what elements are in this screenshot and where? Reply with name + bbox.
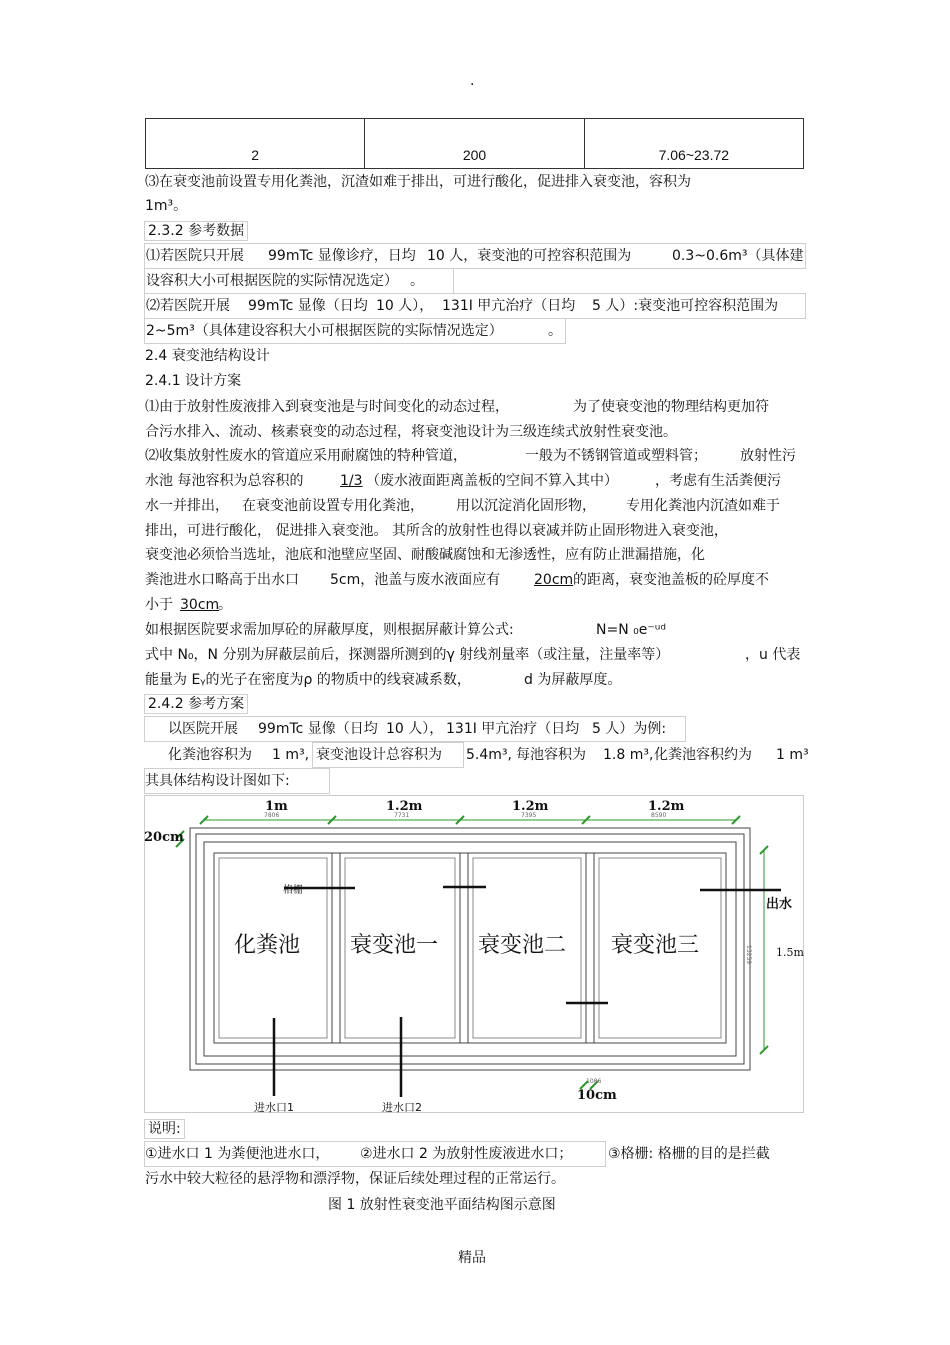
s232-p1a: ⑴若医院只开展 xyxy=(146,248,244,264)
section-241-title: 2.4.1 设计方案 xyxy=(145,373,242,389)
s241-l8b: 5cm，池盖与废水液面应有 xyxy=(330,572,501,588)
chamber-label: 衰变池三 xyxy=(611,933,700,958)
chamber-label: 衰变池一 xyxy=(350,933,439,958)
dim-small: 7731 xyxy=(394,812,410,819)
para-3-line2: 1m³。 xyxy=(145,198,188,214)
s232-p1b: 99mTc 显像诊疗，日均 xyxy=(268,248,416,264)
s241-l5a: 水一并排出， xyxy=(145,498,229,514)
s241-l4d: ，考虑有生活粪便污 xyxy=(655,473,781,489)
s241-l3a: ⑵收集放射性废水的管道应采用耐腐蚀的特种管道， xyxy=(145,448,467,464)
dim-small: 7395 xyxy=(521,812,537,819)
s242-l3: 其具体结构设计图如下: xyxy=(145,773,290,789)
page-footer: 精品 xyxy=(458,1250,486,1266)
s232-p2f: 2~5m³（具体建设容积大小可根据医院的实际情况选定） xyxy=(146,323,503,339)
table-cell: 2 xyxy=(146,119,365,169)
bottom-dim-label: 10cm xyxy=(577,1088,617,1103)
table-cell: 7.06~23.72 xyxy=(584,119,803,169)
section-232-title: 2.3.2 参考数据 xyxy=(144,221,248,241)
partition xyxy=(332,853,340,1043)
s242-l1e: 5 人）为例: xyxy=(592,721,667,737)
s242-l1b: 99mTc 显像（日均 xyxy=(258,721,378,737)
s232-p2e: 5 人）:衰变池可控容积范围为 xyxy=(592,298,779,314)
grille-label: 格栅 xyxy=(283,885,303,896)
formula: N=N ₀e⁻ᵘᵈ xyxy=(596,622,667,638)
wall-thickness-label: 20cm xyxy=(144,830,184,845)
s232-p2g: 。 xyxy=(548,323,562,339)
dim-small: 7806 xyxy=(264,812,280,819)
s241-l7: 衰变池必须恰当选址，池底和池壁应坚固、耐酸碱腐蚀和无渗透性，应有防止泄漏措施，化 xyxy=(145,547,705,563)
s241-l5c: 用以沉淀消化固形物， xyxy=(456,498,596,514)
data-table xyxy=(145,118,804,169)
header-dot: · xyxy=(470,77,475,93)
s241-l10a: 如根据医院要求需加厚砼的屏蔽厚度，则根据屏蔽计算公式: xyxy=(145,622,514,638)
s242-l2f: 1.8 m³, xyxy=(603,747,654,763)
notes-title: 说明: xyxy=(144,1119,185,1139)
s241-l8d: 的距离，衰变池盖板的砼厚度不 xyxy=(573,572,769,588)
notes-l1c: ③格栅: 格栅的目的是拦截 xyxy=(608,1146,770,1162)
s241-l11b: ，u 代表 xyxy=(745,647,801,663)
chamber-label: 化粪池 xyxy=(234,933,301,958)
s241-l9c: 。 xyxy=(218,597,232,613)
s241-l1a: ⑴由于放射性废液排入到衰变池是与时间变化的动态过程， xyxy=(145,399,509,415)
partition xyxy=(586,853,594,1043)
s242-l1c: 10 人）， xyxy=(386,721,444,737)
s232-p2b: 99mTc 显像（日均 xyxy=(248,298,368,314)
notes-l1b: ②进水口 2 为放射性废液进水口； xyxy=(360,1146,573,1162)
s242-l2g: 化粪池容积约为 xyxy=(654,747,752,763)
s241-l2: 合污水排入、流动、核素衰变的动态过程，将衰变池设计为三级连续式放射性衰变池。 xyxy=(145,424,677,440)
s232-p1e: 设容积大小可根据医院的实际情况选定） xyxy=(146,273,398,289)
dim-label-1-2m: 1.2m xyxy=(648,799,685,814)
chamber-label: 衰变池二 xyxy=(478,933,567,958)
dim-label-1m: 1m xyxy=(265,799,288,814)
s241-l5b: 在衰变池前设置专用化粪池， xyxy=(242,498,424,514)
inlet-2-label: 进水口2 xyxy=(382,1101,422,1114)
table-cell: 200 xyxy=(365,119,584,169)
outlet-label: 出水 xyxy=(766,897,793,912)
s241-l6: 排出，可进行酸化， 促进排入衰变池。 其所含的放射性也得以衰减并防止固形物进入衰变池， xyxy=(145,523,728,539)
s241-l11a: 式中 N₀，N 分别为屏蔽层前后，探测器所测到的γ 射线剂量率（或注量，注量率等） xyxy=(145,647,670,663)
para-3-line1: ⑶在衰变池前设置专用化粪池，沉渣如难于排出，可进行酸化，促进排入衰变池，容积为 xyxy=(145,174,691,190)
height-label: 1.5m xyxy=(776,946,804,959)
s241-l4a: 水池 每池容积为总容积的 xyxy=(145,473,304,489)
s242-l1a: 以医院开展 xyxy=(168,721,238,737)
s232-p1d: 0.3~0.6m³（具体建 xyxy=(672,248,804,264)
height-small: 13259 xyxy=(745,945,752,965)
notes-l1a: ①进水口 1 为粪便池进水口， xyxy=(145,1146,330,1162)
notes-l2: 污水中较大粒径的悬浮物和漂浮物，保证后续处理过程的正常运行。 xyxy=(145,1171,565,1187)
s241-l12b: d 为屏蔽厚度。 xyxy=(524,672,622,688)
inlet-1-label: 进水口1 xyxy=(254,1101,294,1114)
s242-l2d: 5.4m³, xyxy=(466,747,512,763)
s241-l3b: 一般为不锈钢管道或塑料管； xyxy=(525,448,707,464)
section-24-title: 2.4 衰变池结构设计 xyxy=(145,348,270,364)
partition xyxy=(460,853,468,1043)
s232-p1f: 。 xyxy=(410,273,424,289)
s232-p2a: ⑵若医院开展 xyxy=(146,298,230,314)
s241-l4c: （废水液面距离盖板的空间不算入其中） xyxy=(366,473,618,489)
s232-p2d: 131I 甲亢治疗（日均 xyxy=(442,298,576,314)
s232-p1c: 10 人，衰变池的可控容积范围为 xyxy=(427,248,632,264)
figure-caption: 图 1 放射性衰变池平面结构图示意图 xyxy=(328,1197,556,1213)
dim-small: 8590 xyxy=(651,812,667,819)
bottom-dim-small: 1086 xyxy=(586,1078,602,1085)
s241-l3c: 放射性污 xyxy=(740,448,796,464)
dim-label-1-2m: 1.2m xyxy=(386,799,423,814)
s241-l1b: 为了使衰变池的物理结构更加符 xyxy=(573,399,769,415)
s242-l2b: 1 m³, xyxy=(272,747,310,763)
s242-l2e: 每池容积为 xyxy=(516,747,586,763)
s232-p2c: 10 人）， xyxy=(376,298,434,314)
s242-l2c: 衰变池设计总容积为 xyxy=(316,747,442,763)
s241-l12a: 能量为 Eᵧ的光子在密度为ρ 的物质中的线衰减系数， xyxy=(145,672,471,688)
s241-l5d: 专用化粪池内沉渣如难于 xyxy=(626,498,780,514)
s242-l2h: 1 m³ xyxy=(776,747,809,763)
s241-l8c: 20cm xyxy=(534,572,574,588)
s242-l1d: 131I 甲亢治疗（日均 xyxy=(446,721,580,737)
s241-l4b: 1/3 xyxy=(340,473,363,489)
dim-label-1-2m: 1.2m xyxy=(512,799,549,814)
section-242-title: 2.4.2 参考方案 xyxy=(144,694,248,714)
s242-l2a: 化粪池容积为 xyxy=(168,747,252,763)
s241-l9a: 小于 xyxy=(145,597,173,613)
s241-l8a: 粪池进水口略高于出水口 xyxy=(145,572,299,588)
s241-l9b: 30cm xyxy=(180,597,220,613)
